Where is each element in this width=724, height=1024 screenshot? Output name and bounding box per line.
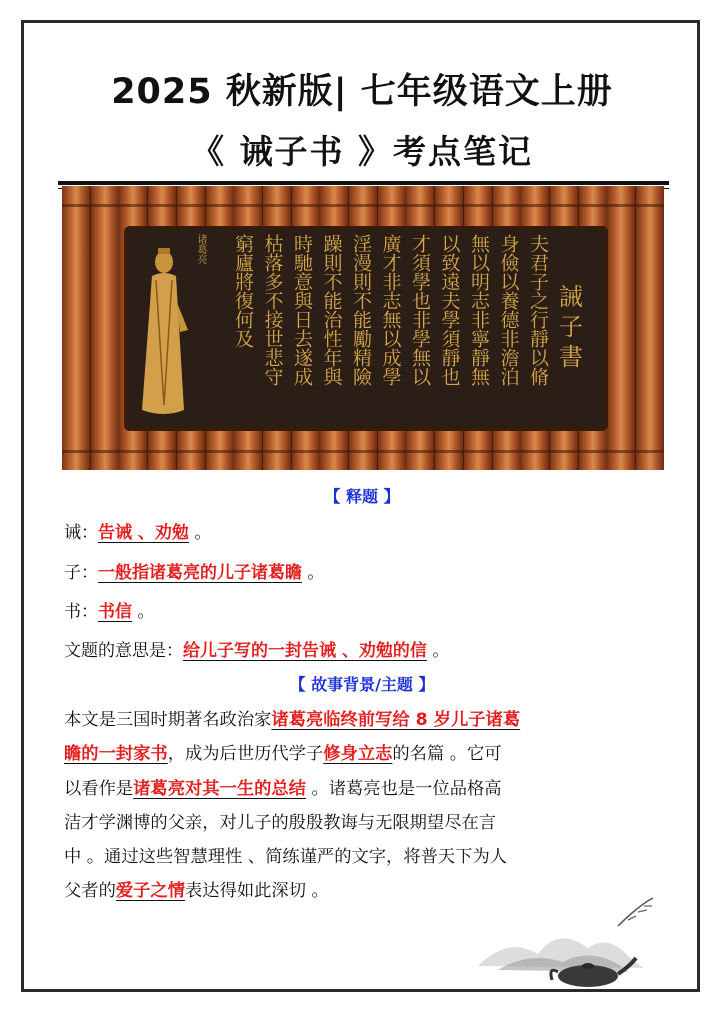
paragraph-text: 本文是三国时期著名政治家 [64,710,272,730]
definition-end: 。 [426,641,450,661]
definition-line [64,636,449,661]
definition-label: 子： [64,563,98,583]
calligraphy-column: 以致遠夫學須靜也 [438,234,461,386]
definition-answer: 给儿子写的一封告诫 、劝勉的信 [183,641,427,661]
calligraphy-column: 躁則不能治性年與 [320,234,343,386]
ink-landscape-teapot-decoration [468,896,688,988]
title-rule [58,181,669,185]
definition-label: 书： [64,602,98,622]
title-seal [556,282,586,372]
key-phrase: 诸葛亮临终前写给 8 岁儿子诸葛 [271,710,521,730]
calligraphy-column: 無以明志非寧靜無 [468,234,490,386]
definition-answer: 一般指诸葛亮的儿子诸葛瞻 [98,563,302,583]
paragraph-text: ，成为后世历代学子 [167,744,324,765]
bamboo-scroll-image [62,186,664,470]
scroll-tie [62,450,664,453]
calligraphy-column: 才須學也非學無以 [409,234,431,386]
signature-text: 诸葛亮 [195,234,206,264]
definition-answer: 告诫 、劝勉 [98,523,189,543]
page-subtitle: 《 诫子书 》考点笔记 [191,132,533,171]
paragraph-text: 的名篇 。它可 [392,744,502,765]
calligraphy-column: 身儉以養德非澹泊 [497,234,520,386]
seal-character: 誡 [559,283,583,311]
bamboo-strip [636,186,664,470]
key-phrase: 爱子之情 [115,881,185,902]
calligraphy-panel [124,226,608,431]
section-heading-background: 【 故事背景/主题 】 [289,675,435,694]
paragraph-text: 表达得如此深切 。 [185,881,329,902]
calligraphy-column: 時馳意與日去遂成 [291,234,313,386]
definition-end: 。 [132,602,155,622]
calligraphy-column: 窮廬將復何及 [232,234,254,348]
paragraph-line [64,703,664,737]
seal-character: 書 [559,343,583,371]
definition-line [64,518,211,543]
definition-label: 文题的意思是： [64,641,183,661]
bamboo-strip [607,186,636,470]
bamboo-strip [91,186,120,470]
paragraph-text: 。诸葛亮也是一位品格高 [305,778,502,799]
definition-line [64,558,324,583]
paragraph-text: 以看作是 [64,778,134,799]
definition-label: 诫： [64,523,98,543]
key-phrase: 瞻的一封家书 [64,744,168,765]
page-title: 2025 秋新版| 七年级语文上册 [111,72,613,112]
paragraph-text: 洁才学渊博的父亲，对儿子的殷殷教诲与无限期望尽在言 [64,812,497,833]
calligraphy-column: 淫漫則不能勵精險 [350,234,372,386]
bamboo-strip [62,186,91,470]
definition-end: 。 [302,563,325,583]
paragraph-text: 中 。通过这些智慧理性 、简练谨严的文字，将普天下为人 [64,847,508,868]
paragraph-line [64,840,664,874]
paragraph-line [64,737,664,771]
definition-end: 。 [188,523,212,543]
scroll-tie [62,204,664,207]
section-heading-title-explanation: 【 释题 】 [324,487,400,506]
key-phrase: 修身立志 [323,744,393,765]
key-phrase: 诸葛亮对其一生的总结 [133,778,306,799]
paragraph-text: 父者的 [64,881,116,902]
calligraphy-column: 夫君子之行靜以脩 [527,234,549,386]
definition-answer: 书信 [98,602,132,622]
calligraphy-column: 枯落多不接世悲守 [261,234,284,386]
paragraph-line [64,772,664,806]
seal-character: 子 [559,313,583,341]
paragraph-line [64,806,664,840]
calligraphy-column: 廣才非志無以成學 [379,234,402,386]
background-paragraph [64,703,664,909]
zhuge-liang-figure [134,240,192,420]
definition-line [64,597,154,622]
